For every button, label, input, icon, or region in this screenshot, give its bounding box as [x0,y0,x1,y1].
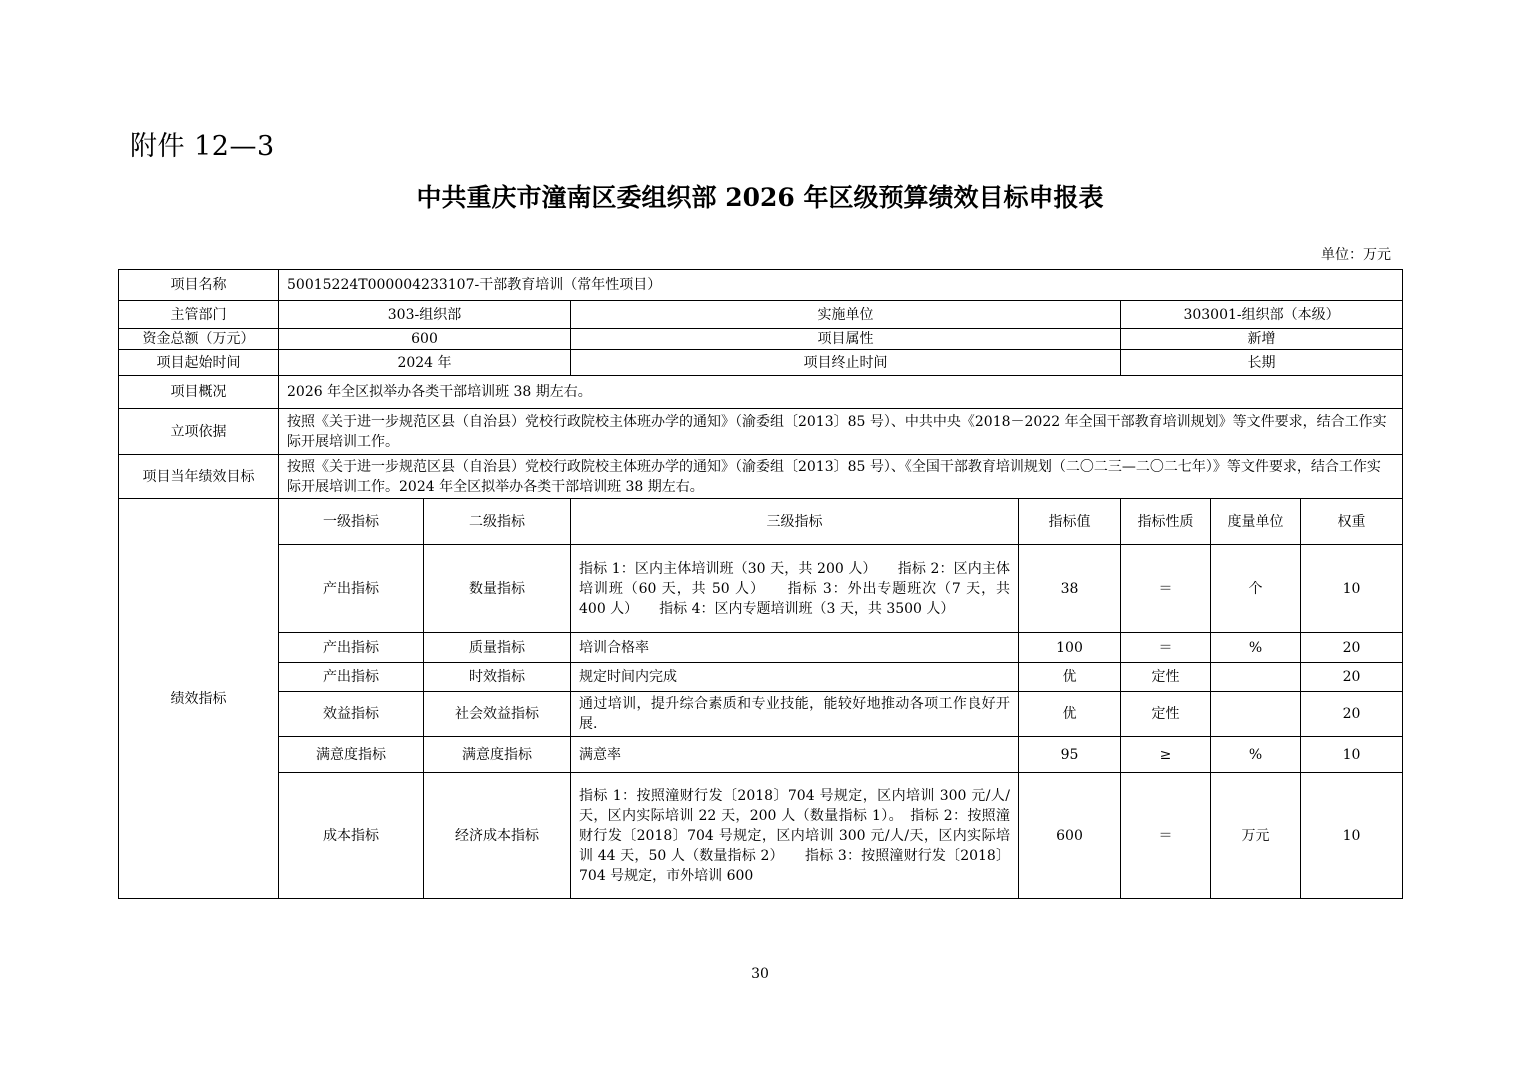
level1-cell: 效益指标 [279,692,424,737]
nature-cell: 定性 [1121,692,1211,737]
header-unit: 度量单位 [1211,499,1301,545]
end-value: 长期 [1121,350,1403,376]
level3-cell: 规定时间内完成 [571,663,1019,692]
level3-cell: 指标 1：按照潼财行发〔2018〕704 号规定，区内培训 300 元/人/天，区内实际培训 22 天，200 人（数量指标 1）。 指标 2：按照潼财行发〔2018〕704 号规定，区内培训 300 元/人/天，区内实际培训 44 天，50 人（数量指标 2） 指标 3：按照潼财行发〔2018〕704 号规定，市外培训 600 [571,773,1019,899]
unit-cell [1211,663,1301,692]
level3-cell: 满意率 [571,737,1019,773]
level2-cell: 数量指标 [424,545,571,633]
level1-cell: 满意度指标 [279,737,424,773]
nature-cell: ≥ [1121,737,1211,773]
basis-value: 按照《关于进一步规范区县（自治县）党校行政院校主体班办学的通知》（渝委组〔2013〕85 号）、中共中央《2018－2022 年全国干部教育培训规划》等文件要求，结合工作实际开展培训工作。 [279,409,1403,455]
unit-cell [1211,692,1301,737]
level3-cell: 培训合格率 [571,633,1019,663]
level2-cell: 经济成本指标 [424,773,571,899]
level2-cell: 社会效益指标 [424,692,571,737]
end-label: 项目终止时间 [571,350,1121,376]
attachment-label: 附件 12—3 [130,131,275,162]
unit-cell: % [1211,633,1301,663]
fund-label: 资金总额（万元） [119,329,279,350]
level1-cell: 成本指标 [279,773,424,899]
unit-cell: 个 [1211,545,1301,633]
unit-label: 单位：万元 [1321,247,1391,263]
attr-label: 项目属性 [571,329,1121,350]
nature-cell: ＝ [1121,633,1211,663]
dept-value: 303-组织部 [279,301,571,329]
level2-cell: 质量指标 [424,633,571,663]
weight-cell: 20 [1301,692,1403,737]
nature-cell: ＝ [1121,545,1211,633]
row-project-name [119,270,1403,301]
nature-cell: ＝ [1121,773,1211,899]
budget-table [118,269,1403,899]
unit-cell: % [1211,737,1301,773]
fund-value: 600 [279,329,571,350]
nature-cell: 定性 [1121,663,1211,692]
value-cell: 100 [1019,633,1121,663]
table-row [119,773,1403,899]
impl-value: 303001-组织部（本级） [1121,301,1403,329]
table-row [119,663,1403,692]
goal-label: 项目当年绩效目标 [119,455,279,499]
level3-cell: 通过培训，提升综合素质和专业技能，能较好地推动各项工作良好开展. [571,692,1019,737]
project-name-label: 项目名称 [119,270,279,301]
table-row [119,633,1403,663]
header-weight: 权重 [1301,499,1403,545]
header-level1: 一级指标 [279,499,424,545]
weight-cell: 20 [1301,633,1403,663]
table-row [119,737,1403,773]
value-cell: 优 [1019,663,1121,692]
start-label: 项目起始时间 [119,350,279,376]
value-cell: 600 [1019,773,1121,899]
basis-label: 立项依据 [119,409,279,455]
row-goal [119,455,1403,499]
row-dept [119,301,1403,329]
weight-cell: 10 [1301,773,1403,899]
attr-value: 新增 [1121,329,1403,350]
value-cell: 38 [1019,545,1121,633]
weight-cell: 10 [1301,545,1403,633]
overview-value: 2026 年全区拟举办各类干部培训班 38 期左右。 [279,376,1403,409]
page-number: 30 [751,966,769,982]
row-overview [119,376,1403,409]
level1-cell: 产出指标 [279,545,424,633]
page-title: 中共重庆市潼南区委组织部 2026 年区级预算绩效目标申报表 [416,183,1104,212]
level2-cell: 时效指标 [424,663,571,692]
weight-cell: 10 [1301,737,1403,773]
overview-label: 项目概况 [119,376,279,409]
unit-cell: 万元 [1211,773,1301,899]
perf-label: 绩效指标 [119,499,279,899]
start-value: 2024 年 [279,350,571,376]
table-row [119,545,1403,633]
level1-cell: 产出指标 [279,633,424,663]
level2-cell: 满意度指标 [424,737,571,773]
table-row [119,692,1403,737]
header-value: 指标值 [1019,499,1121,545]
value-cell: 优 [1019,692,1121,737]
perf-header-row [119,499,1403,545]
goal-value: 按照《关于进一步规范区县（自治县）党校行政院校主体班办学的通知》（渝委组〔2013〕85 号）、《全国干部教育培训规划（二〇二三—二〇二七年）》等文件要求，结合工作实际开展培训工作。2024 年全区拟举办各类干部培训班 38 期左右。 [279,455,1403,499]
value-cell: 95 [1019,737,1121,773]
level3-cell: 指标 1：区内主体培训班（30 天，共 200 人） 指标 2：区内主体培训班（60 天，共 50 人） 指标 3：外出专题班次（7 天，共 400 人） 指标 4：区内专题培训班（3 天，共 3500 人） [571,545,1019,633]
row-time [119,350,1403,376]
dept-label: 主管部门 [119,301,279,329]
level1-cell: 产出指标 [279,663,424,692]
weight-cell: 20 [1301,663,1403,692]
row-basis [119,409,1403,455]
header-level2: 二级指标 [424,499,571,545]
header-nature: 指标性质 [1121,499,1211,545]
impl-label: 实施单位 [571,301,1121,329]
project-name-value: 50015224T000004233107-干部教育培训（常年性项目） [279,270,1403,301]
row-fund [119,329,1403,350]
header-level3: 三级指标 [571,499,1019,545]
